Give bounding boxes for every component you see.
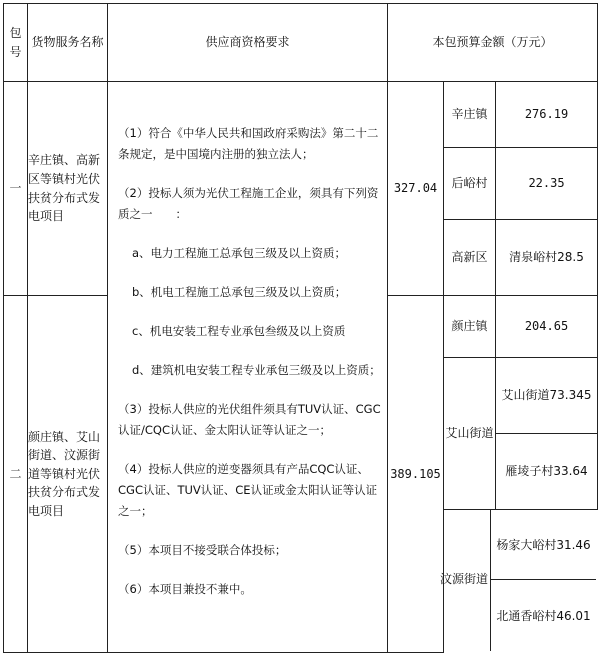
- village-amount: 艾山街道73.345: [496, 358, 598, 434]
- town-amount: 204.65: [496, 296, 598, 358]
- town-name: 高新区: [444, 220, 496, 296]
- requirement-item: c、机电安装工程专业承包叁级及以上资质: [132, 323, 346, 338]
- village-amount: 雁堎子村33.64: [496, 434, 598, 510]
- requirement-item: a、电力工程施工总承包三级及以上资质；: [132, 245, 347, 260]
- town-amount: 清泉峪村28.5: [496, 220, 598, 296]
- town-name: 汶源街道: [438, 509, 491, 651]
- wenyuan-block: [438, 509, 596, 651]
- requirement-item: b、机电工程施工总承包三级及以上资质；: [132, 284, 347, 299]
- package-2-total: 389.105: [388, 296, 444, 653]
- town-amount: 276.19: [496, 82, 598, 148]
- town-name: 艾山街道: [444, 358, 496, 510]
- package-1-row-1: [4, 82, 598, 148]
- package-1-total: 327.04: [388, 82, 444, 296]
- requirement-item: （4）投标人供应的逆变器须具有产品CQC认证、CGC认证、TUV认证、CE认证或金太阳认证等认证之一；: [118, 461, 378, 518]
- requirement-item: （2）投标人须为光伏工程施工企业，须具有下列资质之一 ：: [118, 185, 379, 221]
- package-2-name: 颜庄镇、艾山街道、汶源街道等镇村光伏扶贫分布式发电项目: [28, 296, 108, 653]
- requirement-item: d、建筑机电安装工程专业承包三级及以上资质；: [132, 362, 381, 377]
- requirement-item: （6）本项目兼投不兼中。: [118, 581, 252, 596]
- package-1-no: 一: [4, 82, 28, 296]
- header-package-no: 包号: [4, 4, 28, 82]
- requirements-list: [108, 117, 387, 600]
- town-name: 后峪村: [444, 148, 496, 220]
- requirement-item: （1）符合《中华人民共和国政府采购法》第二十二条规定，是中国境内注册的独立法人；: [118, 125, 379, 161]
- town-amount: 22.35: [496, 148, 598, 220]
- header-supplier-requirements: 供应商资格要求: [108, 4, 388, 82]
- town-name: 辛庄镇: [444, 82, 496, 148]
- header-goods-service-name: 货物服务名称: [28, 4, 108, 82]
- requirement-item: （3）投标人供应的光伏组件须具有TUV认证、CGC认证/CQC认证、金太阳认证等认证之一；: [118, 401, 381, 437]
- header-row: [4, 4, 598, 82]
- town-name: 颜庄镇: [444, 296, 496, 358]
- village-amount: 北通香峪村46.01: [496, 609, 591, 623]
- requirement-item: （5）本项目不接受联合体投标；: [118, 542, 287, 557]
- village-amount: 杨家大峪村31.46: [491, 509, 596, 580]
- header-budget: 本包预算金额（万元）: [388, 4, 598, 82]
- package-2-no: 二: [4, 296, 28, 653]
- supplier-requirements-cell: [108, 82, 388, 653]
- package-1-name: 辛庄镇、高新区等镇村光伏扶贫分布式发电项目: [28, 82, 108, 296]
